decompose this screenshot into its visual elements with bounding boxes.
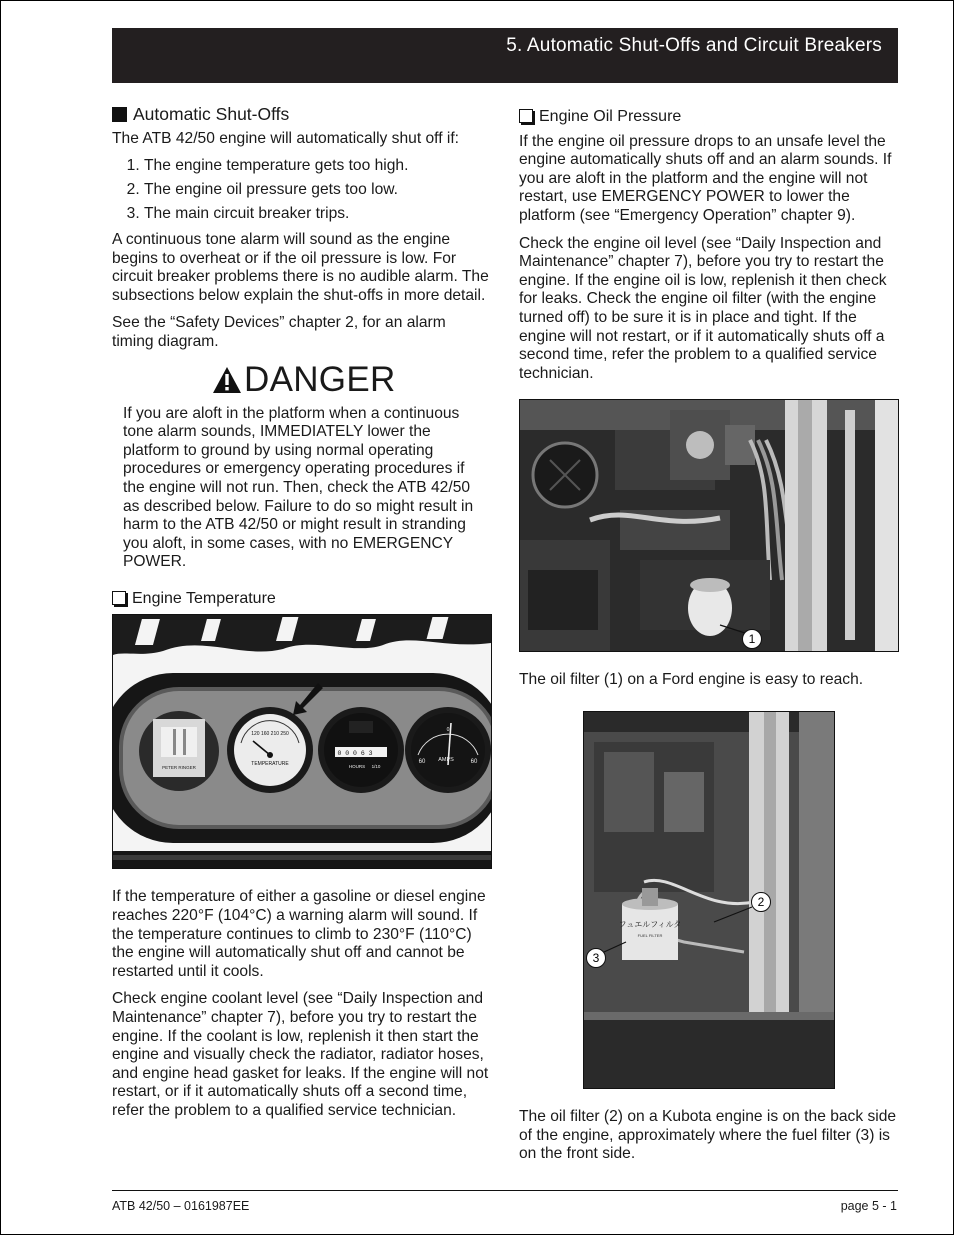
amps-mid-text: 0: [446, 727, 450, 734]
danger-message: If you are aloft in the platform when a continuous tone alarm sounds, IMMEDIATELY lower the platform to ground by using normal operating procedures or emergency operating procedures if the engine will not run. Then, check the ATB 42/50 as described below. Failure to do so might result in harm to the ATB 42/50 or might result in stranding you aloft, in some cases, with no EMERGENCY POWER.: [123, 404, 474, 571]
oil-pressure-paragraph: If the engine oil pressure drops to an unsafe level the engine automatically shuts off and an alarm sounds. If you are aloft in the platform and the engine will not restart, use EMERGENCY POWER to lower the platform (see “Emergency Operation” chapter 9).: [519, 132, 892, 224]
intro-paragraph: The ATB 42/50 engine will automatically shut off if:: [112, 129, 460, 147]
callout-1: 1: [742, 629, 762, 649]
filled-square-icon: [112, 107, 127, 122]
section-heading-text: Automatic Shut-Offs: [133, 104, 290, 124]
ford-engine-illustration: [520, 400, 898, 651]
see-also-paragraph: See the “Safety Devices” chapter 2, for an alarm timing diagram.: [112, 314, 446, 350]
list-item: 3. The main circuit breaker trips.: [144, 205, 490, 224]
hours-fraction-text: 1/10: [371, 764, 381, 770]
oil-level-paragraph: Check the engine oil level (see “Daily Inspection and Maintenance” chapter 7), before you try to restart the engine. If the engine oil is low, replenish it then check for leaks. Check the engine oil filter (with the engine turned off) to be sure it is in place and tight. If the engine will not restart, or if it automatically shuts off a second time, refer the problem to a qualified service technician.: [519, 234, 887, 382]
fuel-filter-label: フュエルフィルタ: [618, 919, 682, 929]
kubota-engine-photo: [583, 711, 835, 1089]
subsection-heading-text: Engine Oil Pressure: [539, 108, 682, 125]
chapter-header: [112, 28, 898, 83]
alarm-paragraph: A continuous tone alarm will sound as the engine begins to overheat or if the oil pressure is low. For circuit breaker problems there is no audible alarm. The subsections below explain the shut-offs in more detail.: [112, 230, 489, 304]
kubota-caption: The oil filter (2) on a Kubota engine is on the back side of the engine, approximately where the fuel filter (3) is on the front side.: [519, 1107, 897, 1163]
subsection-heading-text: Engine Temperature: [132, 589, 276, 607]
amps-max-text: 60: [470, 759, 478, 766]
section-heading: [112, 105, 490, 124]
checkbox-square-icon: [112, 591, 126, 605]
callout-3: 3: [586, 948, 606, 968]
coolant-paragraph: Check engine coolant level (see “Daily Inspection and Maintenance” chapter 7), before you try to restart the engine. If the coolant is low, replenish it then start the engine and visually check the radiator, radiator hoses, and engine head gasket for leaks. If the engine will not restart, or if it automatically shuts off a second time, refer the problem to a qualified service technician.: [112, 990, 489, 1119]
kubota-engine-illustration: [584, 712, 834, 1088]
danger-heading: [212, 361, 490, 399]
list-item: 1. The engine temperature gets too high.: [144, 157, 490, 176]
footer-divider: [112, 1190, 898, 1191]
subsection-heading: [519, 108, 899, 127]
callout-2: 2: [751, 892, 771, 912]
list-item: 2. The engine oil pressure gets too low.: [144, 181, 490, 200]
subsection-heading: [112, 590, 490, 609]
amps-label-text: AMPS: [438, 757, 454, 764]
amps-min-text: 60: [418, 759, 426, 766]
fuel-filter-sublabel: FUEL FILTER: [637, 932, 663, 938]
gauge-panel-photo: [112, 614, 492, 869]
temperature-paragraph: If the temperature of either a gasoline or diesel engine reaches 220°F (104°C) a warning alarm will sound. If the temperature continues to climb to 230°F (110°C) the engine will automatically shut off and cannot be restarted until it cools.: [112, 888, 486, 980]
danger-label: DANGER: [244, 359, 396, 399]
temp-label-text: TEMPERATURE: [251, 761, 289, 768]
hours-value-text: 0 0 0 6 3: [337, 750, 373, 758]
warning-triangle-icon: [212, 366, 242, 394]
document-id: ATB 42/50 – 0161987EE: [112, 1199, 250, 1213]
shutoff-conditions-list: [112, 157, 490, 224]
ford-engine-photo: [519, 399, 899, 652]
gauge-brand-text: PETER RINGER: [162, 765, 196, 771]
left-column: [112, 104, 490, 1130]
temp-scale-text: 120 160 210 250: [251, 731, 289, 738]
chapter-title: 5. Automatic Shut-Offs and Circuit Breakers: [506, 35, 882, 56]
right-column: [519, 104, 899, 1173]
ford-caption: The oil filter (1) on a Ford engine is easy to reach.: [519, 671, 864, 689]
page-number: page 5 - 1: [840, 1199, 897, 1213]
hours-label-text: HOURS: [348, 764, 366, 770]
gauge-panel-illustration: [113, 615, 491, 868]
checkbox-square-icon: [519, 109, 533, 123]
